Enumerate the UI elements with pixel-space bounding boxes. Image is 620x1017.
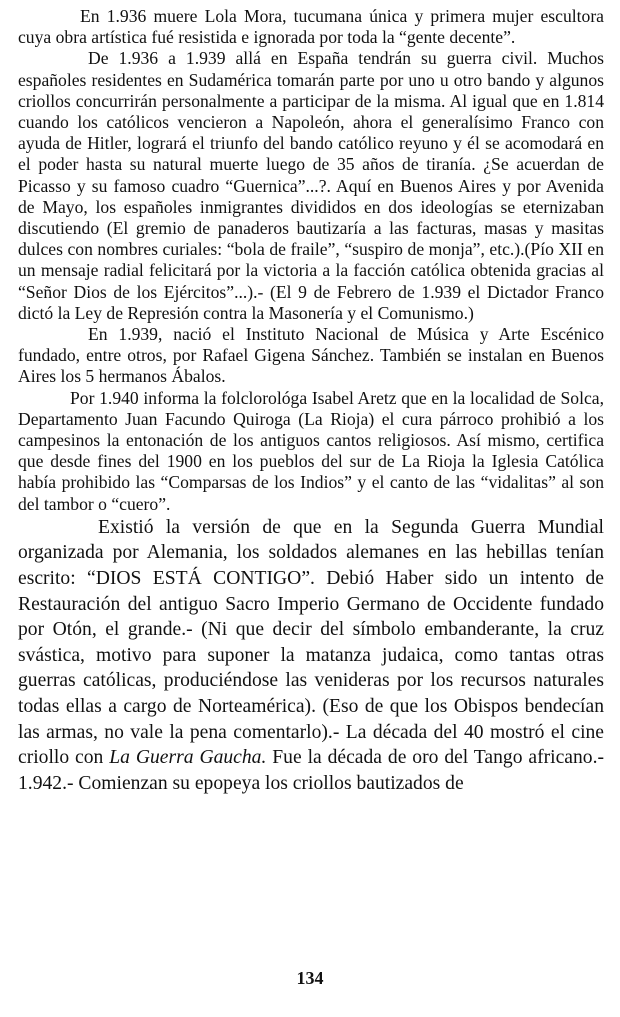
film-title: La Guerra Gaucha. (109, 747, 267, 769)
paragraph-text-start: Existió la versión de que en la Segunda Guerra Mundial organizada por Alemania, los soldados alemanes en las hebillas tenían escrito: “DIOS ESTÁ CONTIGO”. Debió Haber sido un intento de Restauración del antiguo Sacro Imperio Germano de Occidente fundado por Otón, el grande.- (Ni que decir del símbolo embanderante, la cruz svástica, motivo para suponer la matanza judaica, como tantas otras guerras católicas, produciéndose las venideras por los recursos naturales todas ellas a cargo de Norteamérica). (Eso de que los Obispos bendecían las armas, no vale la pena comentarlo).- La década del 40 mostró el cine criollo con (18, 516, 604, 769)
paragraph-isabel-aretz: Por 1.940 informa la folclorológa Isabel Aretz que en la localidad de Solca, Departamento Juan Facundo Quiroga (La Rioja) el cura párroco prohibió a los campesinos la entonación de los antiguos cantos religiosos. Así mismo, certifica que desde fines del 1900 en los pueblos del sur de La Rioja la Iglesia Católica había prohibido las “Comparsas de los Indios” y el canto de las “vidalitas” al son del tambor o “cuero”. (18, 387, 604, 514)
page-number: 134 (296, 968, 324, 988)
paragraph-lola-mora: En 1.936 muere Lola Mora, tucumana única y primera mujer escultora cuya obra artística fué resistida e ignorada por toda la “gente decente”. (18, 6, 604, 48)
paragraph-segunda-guerra (18, 515, 604, 797)
paragraph-spanish-civil-war: De 1.936 a 1.939 allá en España tendrán su guerra civil. Muchos españoles residentes en Sudamérica tomarán parte por uno u otro bando y algunos criollos concurrirán personalmente a participar de la misma. Al igual que en 1.814 cuando los católicos vencieron a Napoleón, ahora el generalísimo Franco con ayuda de Hitler, logrará el triunfo del bando católico reyuno y él se acomodará en el poder hasta su natural muerte luego de 35 años de tiranía. ¿Se acuerdan de Picasso y su famoso cuadro “Guernica”...?. Aquí en Buenos Aires y por Avenida de Mayo, los españoles inmigrantes divididos en dos ideologías se eternizaban discutiendo (El gremio de panaderos bautizaría a las facturas, masas y masitas dulces con nombres curiales: “bola de fraile”, “suspiro de monja”, etc.).(Pío XII en un mensaje radial felicitará por la victoria a la facción católica obtenida gracias al “Señor Dios de los Ejércitos”...).- (El 9 de Febrero de 1.939 el Dictador Franco dictó la Ley de Represión contra la Masonería y el Comunismo.) (18, 48, 604, 323)
paragraph-text-end: Fue la década de oro del Tango africano.- 1.942.- Comienzan su epopeya los criollos bautizados de (18, 747, 604, 794)
page-body (18, 6, 604, 796)
paragraph-instituto-musica: En 1.939, nació el Instituto Nacional de Música y Arte Escénico fundado, entre otros, por Rafael Gigena Sánchez. También se instalan en Buenos Aires los 5 hermanos Ábalos. (18, 324, 604, 387)
